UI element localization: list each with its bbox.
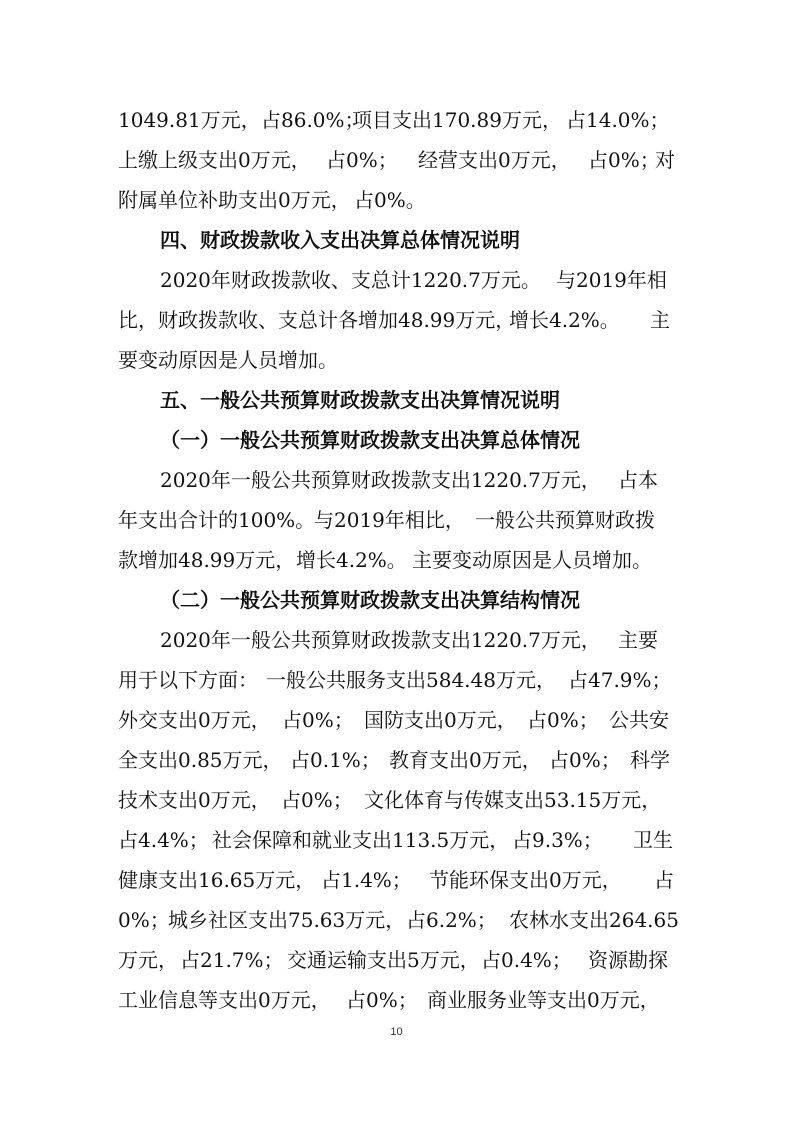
text-span: 商业服务业等支出0万元， xyxy=(427,988,660,1012)
text-span: 占0.1%； xyxy=(290,748,381,772)
text-span: 占0%。 xyxy=(354,188,426,212)
text-span: 工业信息等支出0万元， xyxy=(118,988,331,1012)
section-heading xyxy=(0,383,793,417)
text-span: 用于以下方面： xyxy=(118,668,258,692)
text-span: 经营支出0万元， xyxy=(418,148,571,172)
text-span: 一般公共服务支出584.48万元， xyxy=(266,668,556,692)
text-span: 1049.81万元， xyxy=(118,108,261,132)
paragraph-line xyxy=(0,663,793,697)
paragraph-line xyxy=(0,543,793,577)
text-span: 外交支出0万元， xyxy=(118,708,271,732)
text-span: 2020年一般公共预算财政拨款支出1220.7万元， xyxy=(160,468,601,492)
text-span: 占0%； xyxy=(549,748,621,772)
text-span: 附属单位补助支出0万元， xyxy=(118,188,351,212)
text-span: 占1.4%； xyxy=(321,868,412,892)
heading-text: 四、财政拨款收入支出决算总体情况说明 xyxy=(160,228,520,252)
paragraph-line xyxy=(0,183,793,217)
text-span: 占4.4%； xyxy=(118,828,209,852)
text-span: 2020年一般公共预算财政拨款支出1220.7万元， xyxy=(160,628,601,652)
paragraph-line xyxy=(0,943,793,977)
text-span: 国防支出0万元， xyxy=(364,708,517,732)
text-span: 与2019年相 xyxy=(556,268,667,292)
text-span: 公共安 xyxy=(609,708,669,732)
text-span: 占0%； xyxy=(282,708,354,732)
text-span: 增长4.2%。 xyxy=(509,308,620,332)
heading-text: （一）一般公共预算财政拨款支出决算总体情况 xyxy=(160,428,580,452)
text-span: 0%； xyxy=(118,908,170,932)
text-span: 对 xyxy=(655,148,675,172)
paragraph-line xyxy=(0,983,793,1017)
text-span: 节能环保支出0万元， xyxy=(429,868,622,892)
paragraph-line xyxy=(0,703,793,737)
heading-text: （二）一般公共预算财政拨款支出决算结构情况 xyxy=(160,588,580,612)
text-span: 占14.0%； xyxy=(566,108,670,132)
paragraph-line xyxy=(0,263,793,297)
text-span: 万元， xyxy=(118,948,178,972)
text-span: 社会保障和就业支出113.5万元， xyxy=(212,828,510,852)
text-span: 占0%； xyxy=(346,988,418,1012)
paragraph-line xyxy=(0,343,793,377)
section-heading xyxy=(0,223,793,257)
text-span: 主 xyxy=(650,308,670,332)
paragraph-line xyxy=(0,303,793,337)
text-span: 文化体育与传媒支出53.15万元， xyxy=(364,788,662,812)
text-span: 比，财政拨款收、支总计各增加48.99万元， xyxy=(118,308,516,332)
text-span: 主要 xyxy=(618,628,658,652)
text-span: 与2019年相比， xyxy=(314,508,465,532)
text-span: 款增加48.99万元， xyxy=(118,548,296,572)
paragraph-line xyxy=(0,743,793,777)
text-span: 卫生 xyxy=(633,828,673,852)
paragraph-line xyxy=(0,463,793,497)
paragraph-line xyxy=(0,623,793,657)
text-span: 资源勘探 xyxy=(588,948,668,972)
paragraph-line xyxy=(0,903,793,937)
text-span: 占0%； xyxy=(527,708,599,732)
text-span: 健康支出16.65万元， xyxy=(118,868,316,892)
text-span: 占9.3%； xyxy=(512,828,603,852)
text-span: 项目支出170.89万元， xyxy=(352,108,562,132)
text-span: 上缴上级支出0万元， xyxy=(118,148,311,172)
text-span: 占0%； xyxy=(281,788,353,812)
text-span: 科学 xyxy=(630,748,670,772)
text-span: 教育支出0万元， xyxy=(389,748,542,772)
text-span: 2020年财政拨款收、支总计1220.7万元。 xyxy=(160,268,541,292)
text-span: 占本 xyxy=(618,468,658,492)
page-number: 10 xyxy=(390,1026,403,1038)
text-span: 农林水支出264.65 xyxy=(509,908,679,932)
subsection-heading xyxy=(0,423,793,457)
paragraph-line xyxy=(0,143,793,177)
text-span: 主要变动原因是人员增加。 xyxy=(412,548,652,572)
text-span: 交通运输支出5万元， xyxy=(287,948,480,972)
text-span: 年支出合计的100%。 xyxy=(118,508,316,532)
paragraph-line xyxy=(0,783,793,817)
text-span: 技术支出0万元， xyxy=(118,788,271,812)
text-span: 占86.0%； xyxy=(261,108,365,132)
paragraph-line xyxy=(0,863,793,897)
text-span: 占 xyxy=(654,868,674,892)
paragraph-line xyxy=(0,823,793,857)
text-span: 占21.7%； xyxy=(180,948,284,972)
paragraph-line xyxy=(0,503,793,537)
subsection-heading xyxy=(0,583,793,617)
text-span: 占47.9%； xyxy=(568,668,672,692)
text-span: 占0.4%； xyxy=(481,948,572,972)
text-span: 要变动原因是人员增加。 xyxy=(118,348,338,372)
text-span: 占0%； xyxy=(326,148,398,172)
heading-text: 五、一般公共预算财政拨款支出决算情况说明 xyxy=(160,388,560,412)
text-span: 增长4.2%。 xyxy=(296,548,407,572)
text-span: 占0%； xyxy=(588,148,660,172)
paragraph-line xyxy=(0,103,793,137)
text-span: 占6.2%； xyxy=(406,908,497,932)
text-span: 城乡社区支出75.63万元， xyxy=(168,908,406,932)
text-span: 一般公共预算财政拨 xyxy=(475,508,655,532)
text-span: 全支出0.85万元， xyxy=(118,748,283,772)
